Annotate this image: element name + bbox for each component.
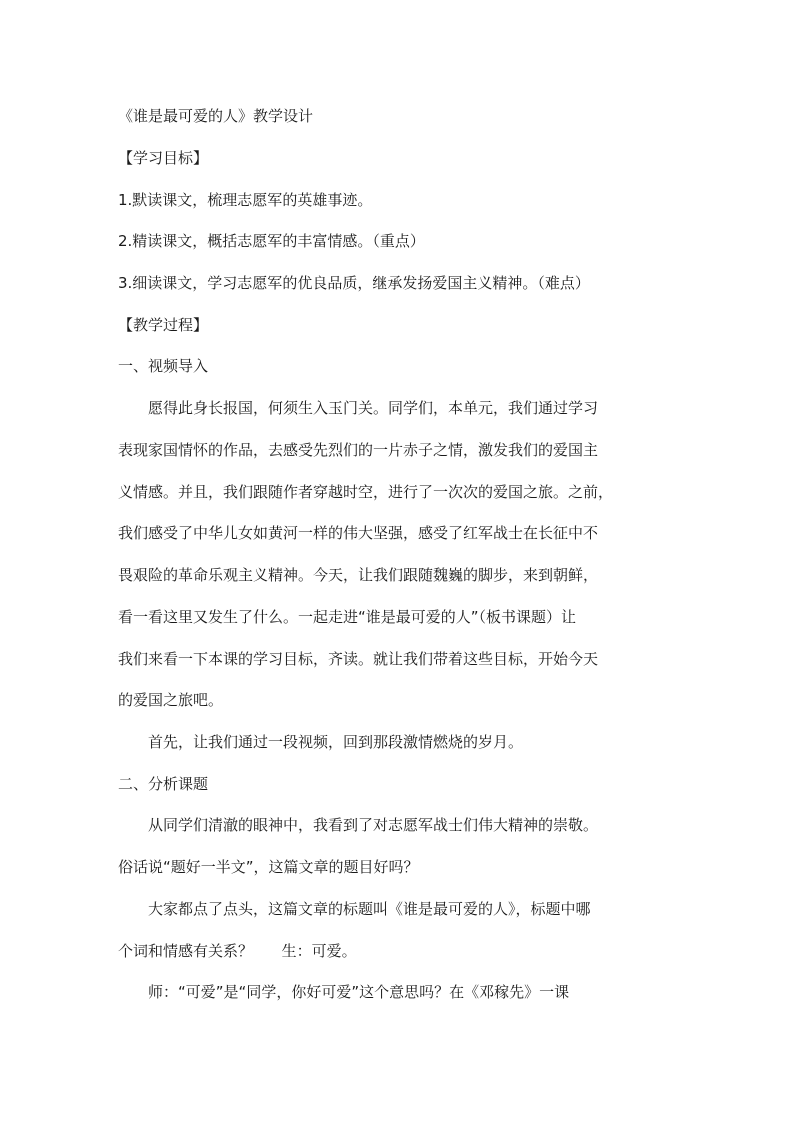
paragraph-line: 首先，让我们通过一段视频，回到那段激情燃烧的岁月。 (148, 733, 524, 751)
paragraph-line: 我们感受了中华儿女如黄河一样的伟大坚强，感受了红军战士在长征中不 (118, 524, 599, 542)
paragraph-line: 俗话说“题好一半文”，这篇文章的题目好吗？ (118, 858, 419, 876)
section2-heading: 二、分析课题 (118, 775, 209, 793)
process-heading: 【教学过程】 (118, 316, 209, 334)
goal-item-3: 3.细读课文，学习志愿军的优良品质，继承发扬爱国主义精神。（难点） (118, 274, 590, 292)
document-title: 《谁是最可爱的人》教学设计 (118, 107, 314, 125)
paragraph-line: 愿得此身长报国，何须生入玉门关。同学们，本单元，我们通过学习 (148, 399, 599, 417)
goal-item-2: 2.精读课文，概括志愿军的丰富情感。（重点） (118, 232, 425, 250)
paragraph-line: 的爱国之旅吧。 (118, 691, 224, 709)
section1-heading: 一、视频导入 (118, 357, 209, 375)
paragraph-line: 个词和情感有关系？ 生：可爱。 (118, 942, 357, 960)
paragraph-line: 表现家国情怀的作品，去感受先烈们的一片赤子之情，激发我们的爱国主 (118, 441, 599, 459)
paragraph-line: 从同学们清澈的眼神中，我看到了对志愿军战士们伟大精神的崇敬。 (148, 816, 599, 834)
paragraph-line: 我们来看一下本课的学习目标，齐读。就让我们带着这些目标，开始今天 (118, 650, 599, 668)
paragraph-line: 看一看这里又发生了什么。一起走进“谁是最可爱的人”（板书课题）让 (118, 608, 577, 626)
goals-heading: 【学习目标】 (118, 149, 209, 167)
paragraph-line: 大家都点了点头，这篇文章的标题叫《谁是最可爱的人》，标题中哪 (148, 900, 591, 918)
paragraph-line: 义情感。并且，我们跟随作者穿越时空，进行了一次次的爱国之旅。之前， (118, 483, 614, 501)
paragraph-line: 畏艰险的革命乐观主义精神。今天，让我们跟随魏巍的脚步，来到朝鲜， (118, 566, 599, 584)
goal-item-1: 1.默读课文，梳理志愿军的英雄事迹。 (118, 191, 373, 209)
paragraph-line: 师：“可爱”是“同学，你好可爱”这个意思吗？在《邓稼先》一课 (148, 983, 570, 1001)
